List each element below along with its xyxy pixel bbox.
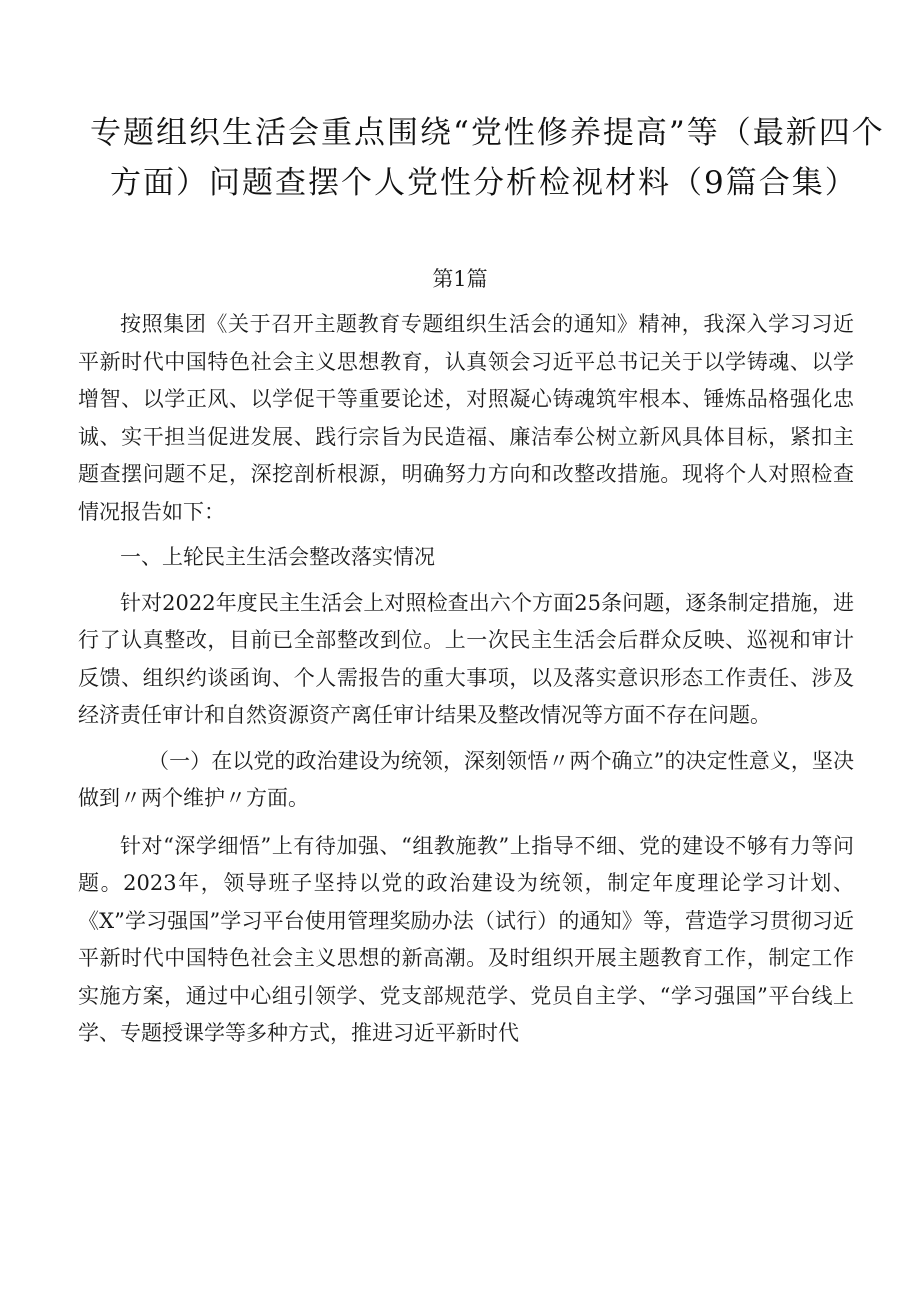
document-title-line-2: 方面）问题查摆个人党性分析检视材料（9篇合集） xyxy=(110,165,858,201)
paragraph-rectification: 针对2022年度民主生活会上对照检查出六个方面25条问题，逐条制定措施，进行了认真整改，目前已全部整改到位。上一次民主生活会后群众反映、巡视和审计反馈、组织约谈函询、个人需报告的重大事项，以及落实意识形态工作责任、涉及经济责任审计和自然资源资产离任审计结果及整改情况等方面不存在问题。 xyxy=(78,590,854,727)
paragraph-intro: 按照集团《关于召开主题教育专题组织生活会的通知》精神，我深入学习习近平新时代中国特色社会主义思想教育，认真领会习近平总书记关于以学铸魂、以学增智、以学正风、以学促干等重要论述，对照凝心铸魂筑牢根本、锤炼品格强化忠诚、实干担当促进发展、践行宗旨为民造福、廉洁奉公树立新风具体目标，紧扣主题查摆问题不足，深挖剖析根源，明确努力方向和改整改措施。现将个人对照检查情况报告如下： xyxy=(78,312,854,524)
paragraph-political-building: 针对“深学细悟”上有待加强、“组教施教”上指导不细、党的建设不够有力等问题。2023年，领导班子坚持以党的政治建设为统领，制定年度理论学习计划、《X”学习强国”学习平台使用管理奖励办法（试行）的通知》等，营造学习贯彻习近平新时代中国特色社会主义思想的新高潮。及时组织开展主题教育工作，制定工作实施方案，通过中心组引领学、党支部规范学、党员自主学、“学习强国”平台线上学、专题授课学等多种方式，推进习近平新时代 xyxy=(78,833,854,1045)
section-heading: 第1篇 xyxy=(432,267,488,291)
document-title xyxy=(90,108,885,208)
heading-section-one: 一、上轮民主生活会整改落实情况 xyxy=(120,545,435,569)
document-title-line-1: 专题组织生活会重点围绕“党性修养提高”等（最新四个 xyxy=(90,115,885,151)
heading-subsection-one: （一）在以党的政治建设为统领，深刻领悟〃两个确立”的决定性意义，坚决做到〃两个维护〃方面。 xyxy=(78,748,854,810)
document-body xyxy=(78,306,854,1061)
